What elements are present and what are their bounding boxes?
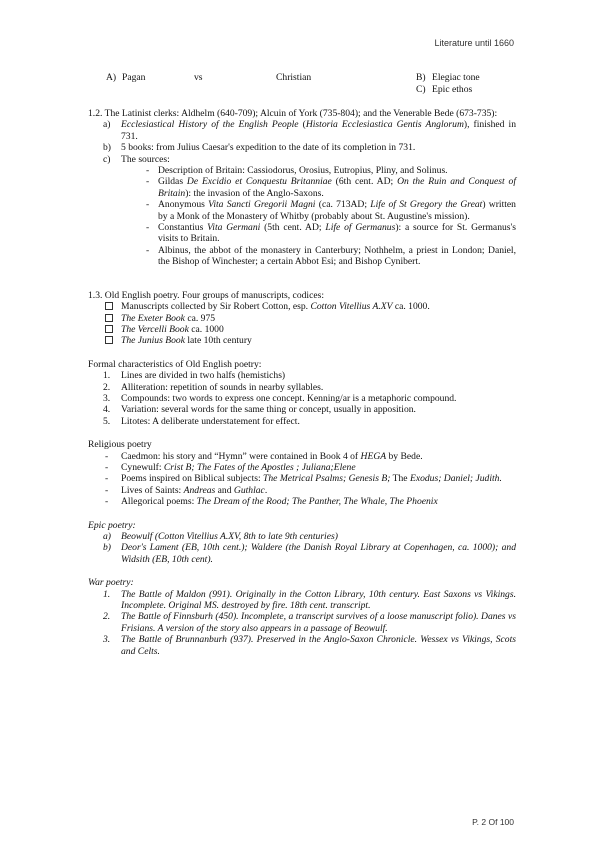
war-heading: War poetry: xyxy=(88,577,134,589)
list-item: 3. The Battle of Brunnanburh (937). Preserved in the Anglo-Saxon Chronicle. Wessex vs Vikings, Scots and Celts. xyxy=(103,634,516,657)
source-item: - Constantius Vita Germani (5th cent. AD; Life of Germanus): a source for St. Germanus's visits to Britain. xyxy=(146,222,516,245)
list-item: 2. The Battle of Finnsburh (450). Incomplete, a transcript survives of a loose manuscript folio). Danes vs Frisians. A version of the story also appears in a passage of Beowulf. xyxy=(103,611,516,634)
option-c-text: Epic ethos xyxy=(432,84,473,95)
list-item: c) The sources: xyxy=(103,153,170,165)
running-header: Literature until 1660 xyxy=(434,38,514,48)
section-1-3-heading: 1.3. Old English poetry. Four groups of manuscripts, codices: xyxy=(88,289,324,301)
source-item: - Gildas De Excidio et Conquestu Britanniae (6th cent. AD; On the Ruin and Conquest of Britain): the invasion of the Anglo-Saxons. xyxy=(146,176,516,199)
vs-label: vs xyxy=(194,72,203,83)
option-b-text: Elegiac tone xyxy=(432,72,480,83)
list-item: 2. Alliteration: repetition of sounds in nearby syllables. xyxy=(103,381,324,393)
codex-item: The Vercelli Book ca. 1000 xyxy=(88,324,516,335)
list-item: 3. Compounds: two words to express one concept. Kenning/ar is a metaphoric compound. xyxy=(103,392,457,404)
option-c-marker: C) xyxy=(416,84,426,95)
list-item: 5. Litotes: A deliberate understatement for effect. xyxy=(103,415,300,427)
religious-heading: Religious poetry xyxy=(88,439,152,451)
option-a-marker: A) xyxy=(106,72,117,83)
epic-heading: Epic poetry: xyxy=(88,519,136,531)
source-item: - Description of Britain: Cassiodorus, Orosius, Eutropius, Pliny, and Solinus. xyxy=(146,165,448,177)
checkbox-icon xyxy=(105,325,113,333)
formal-heading: Formal characteristics of Old English poetry: xyxy=(88,358,262,370)
section-1-2-heading: 1.2. The Latinist clerks: Aldhelm (640-709); Alcuin of York (735-804); and the Venerable Bede (673-735): xyxy=(88,108,498,119)
checkbox-icon xyxy=(105,314,113,322)
list-item: - Caedmon: his story and “Hymn” were contained in Book 4 of HEGA by Bede. xyxy=(105,450,423,462)
christian-label: Christian xyxy=(276,72,312,83)
option-b-marker: B) xyxy=(416,72,426,83)
list-item: 4. Variation: several words for the same thing or concept, usually in apposition. xyxy=(103,404,416,416)
codex-item: Manuscripts collected by Sir Robert Cotton, esp. Cotton Vitellius A.XV ca. 1000. xyxy=(88,301,516,312)
quiz-row-2 xyxy=(88,84,516,96)
list-item: - Allegorical poems: The Dream of the Rood; The Panther, The Whale, The Phoenix xyxy=(105,496,438,508)
quiz-row-1 xyxy=(88,72,516,84)
list-item: a) Beowulf (Cotton Vitellius A.XV, 8th to late 9th centuries) xyxy=(103,531,338,542)
list-item: b) 5 books: from Julius Caesar's expedition to the date of its completion in 731. xyxy=(103,142,416,154)
checkbox-icon xyxy=(105,336,113,344)
list-item: - Cynewulf: Crist B; The Fates of the Apostles ; Juliana;Elene xyxy=(105,461,356,473)
page-content xyxy=(88,72,516,657)
codex-item: The Exeter Book ca. 975 xyxy=(88,313,516,324)
list-item: - Lives of Saints: Andreas and Guthlac. xyxy=(105,484,268,496)
list-item: 1. Lines are divided in two halfs (hemistichs) xyxy=(103,370,286,382)
list-item: 1. The Battle of Maldon (991). Originally in the Cotton Library, 10th century. East Saxons vs Vikings. Incomplete. Original MS. destroyed by fire. 18th cent. transcript. xyxy=(103,588,516,612)
codex-item: The Junius Book late 10th century xyxy=(88,335,516,346)
list-item: b) Deor's Lament (EB, 10th cent.); Waldere (the Danish Royal Library at Copenhagen, ca. 1000); and Widsith (EB, 10th cent). xyxy=(103,542,516,565)
page-number: P. 2 Of 100 xyxy=(472,817,514,827)
checkbox-icon xyxy=(105,302,113,310)
list-item: - Poems inspired on Biblical subjects: The Metrical Psalms; Genesis B; The Exodus; Daniel; Judith. xyxy=(105,473,502,485)
list-item: a) Ecclesiastical History of the English People (Historia Ecclesiastica Gentis Anglorum), finished in 731. xyxy=(103,119,516,142)
source-item: - Albinus, the abbot of the monastery in Canterbury; Nothhelm, a priest in London; Daniel, the Bishop of Winchester; a certain Abbot Esi; and Bishop Cynibert. xyxy=(146,244,516,268)
source-item: - Anonymous Vita Sancti Gregorii Magni (ca. 713AD; Life of St Gregory the Great) written by a Monk of the Monastery of Whitby (probably about St. Augustine's mission). xyxy=(146,199,516,222)
option-a-text: Pagan xyxy=(122,72,146,83)
